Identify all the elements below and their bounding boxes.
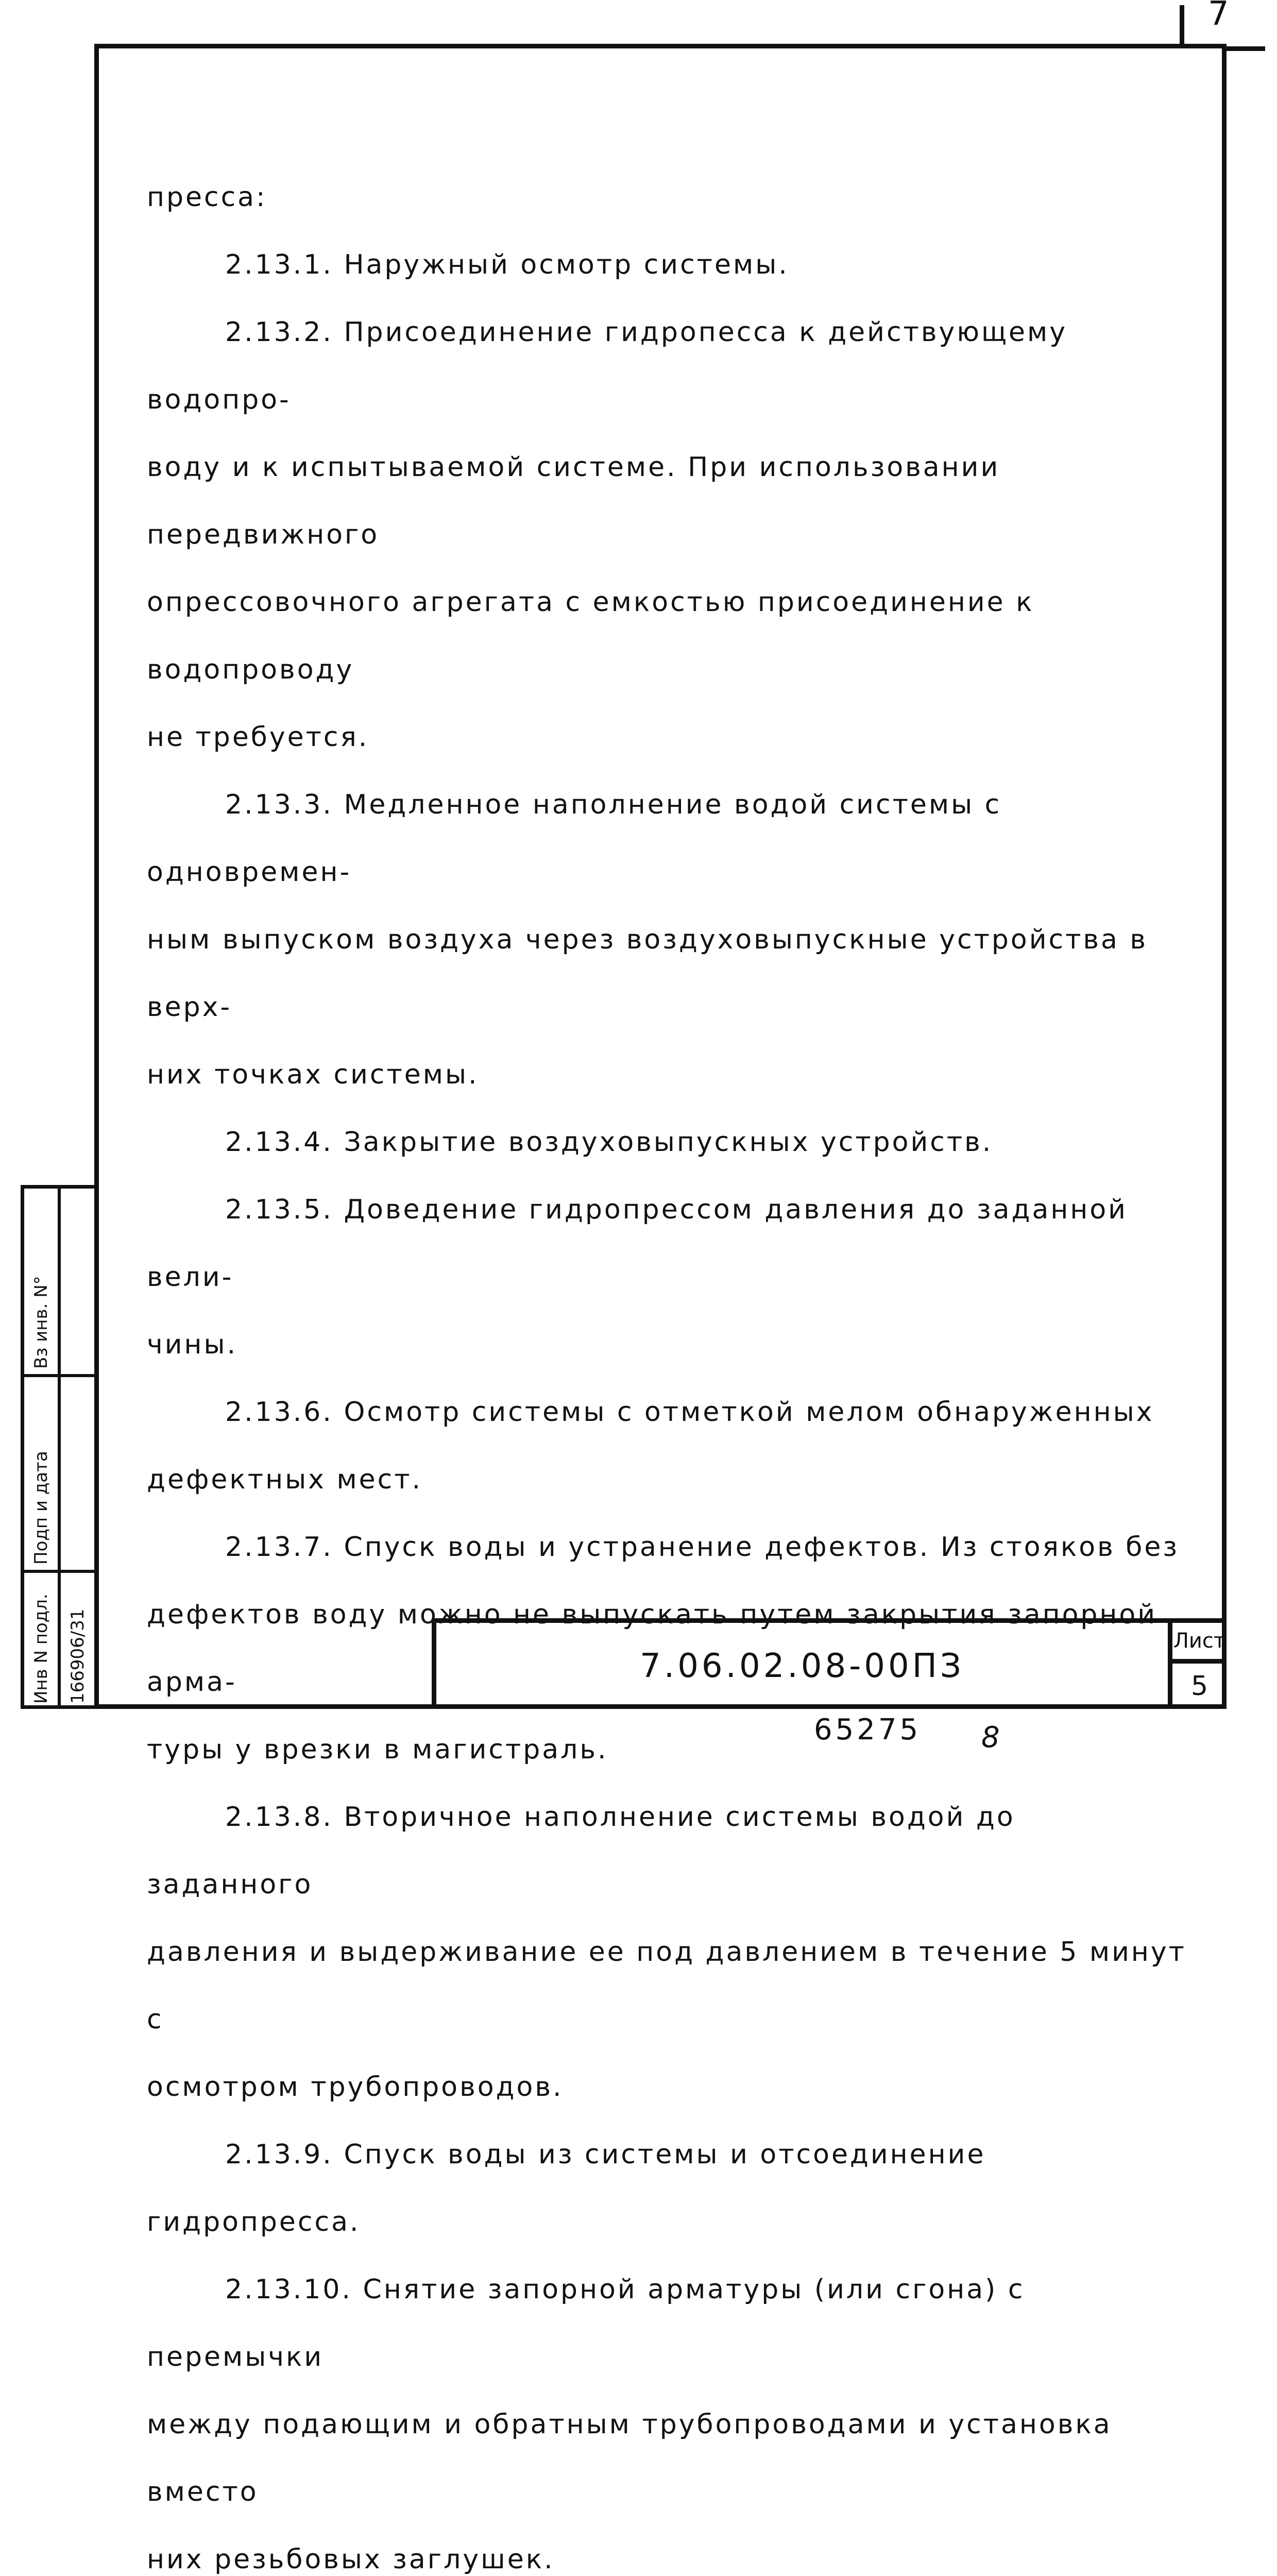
sign-label: Подп и дата [24,1374,58,1570]
inv-label: Инв N подл. [24,1570,58,1709]
text-line: давления и выдерживание ее под давлением в течение 5 минут с [147,1937,1186,2035]
text-line: между подающим и обратным трубопроводами и установка вместо [147,2409,1112,2507]
text-line: воду и к испытываемой системе. При использовании передвижного [147,452,1000,550]
top-tick [1180,5,1184,46]
text-line: 2.13.9. Спуск воды из системы и отсоединение гидропресса. [147,2139,986,2238]
side-values-row [61,1185,94,1709]
right-tick [1227,46,1265,51]
text-line: 2.13.2. Присоединение гидропесса к действующему водопро- [147,317,1067,415]
text-line: 2.13.7. Спуск воды и устранение дефектов. Из стояков без [225,1532,1179,1563]
text-line: 2.13.1. Наружный осмотр системы. [225,249,789,280]
text-line: них точках системы. [147,1059,479,1090]
text-line: опрессовочного агрегата с емкостью присоединение к водопроводу [147,587,1034,685]
text-line: осмотром трубопроводов. [147,2072,564,2103]
corner-mark: 7 [1208,0,1229,33]
text-line: дефектов воду можно не выпускать путем закрытия запорной арма- [147,1599,1157,1698]
text-line: 2.13.10. Снятие запорной арматуры (или сгона) с перемычки [147,2274,1025,2372]
text-line: не требуется. [147,722,369,753]
text-line: пресса: [147,182,267,213]
page-number: 8 [981,1721,1000,1754]
archive-number: 65275 [814,1713,922,1747]
text-line: ным выпуском воздуха через воздуховыпускные устройства в верх- [147,924,1148,1023]
side-labels-row [24,1185,61,1709]
text-line: туры у врезки в магистраль. [147,1734,608,1765]
text-line: 2.13.6. Осмотр системы с отметкой мелом обнаруженных [225,1397,1154,1428]
sheet-number: 5 [1190,1671,1208,1702]
body-text [147,164,1187,2576]
sheet-label: Лист [1172,1623,1227,1664]
side-stamp [21,1185,94,1709]
title-block [432,1618,1227,1709]
text-line: 2.13.5. Доведение гидропрессом давления до заданной вели- [147,1194,1128,1293]
replace-label: Вз инв. N° [30,1276,52,1369]
replace-value [61,1185,94,1374]
text-line: 2.13.3. Медленное наполнение водой системы с одновремен- [147,789,1002,888]
text-line: чины. [147,1329,238,1360]
sign-value [61,1374,94,1570]
document-code: 7.06.02.08-00ПЗ [640,1647,964,1685]
inv-value: 166906/31 [61,1570,94,1709]
text-line: 2.13.8. Вторичное наполнение системы водой до заданного [147,1802,1015,1900]
text-line: них резьбовых заглушек. [147,2544,555,2575]
text-line: дефектных мест. [147,1464,423,1495]
text-line: 2.13.4. Закрытие воздуховыпускных устройств. [225,1127,993,1158]
sheet-box [1168,1623,1227,1709]
